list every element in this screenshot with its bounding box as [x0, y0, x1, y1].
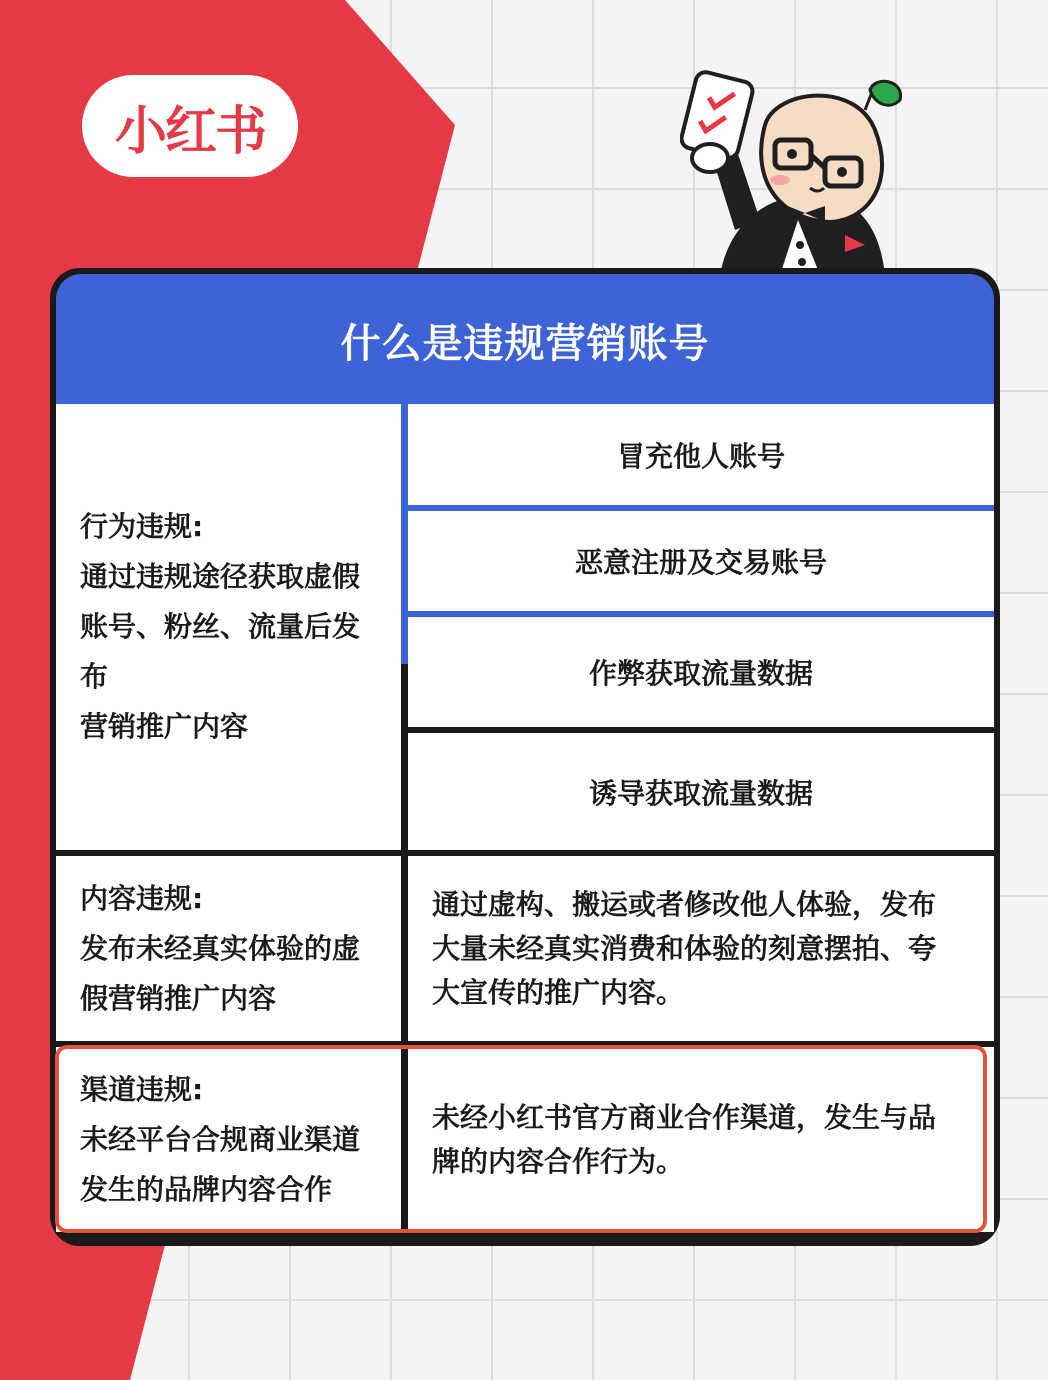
- content-violation-description-cell: [408, 856, 994, 1041]
- behavior-item-cheating-traffic: 作弊获取流量数据: [588, 657, 813, 690]
- behavior-item-malicious-registration: 恶意注册及交易账号: [574, 546, 827, 579]
- behavior-violation-label: 行为违规: 通过违规途径获取虚假 账号、粉丝、流量后发布 营销推广内容: [80, 510, 361, 743]
- behavior-item-cell: [408, 511, 994, 611]
- behavior-item-induced-traffic: 诱导获取流量数据: [588, 776, 813, 810]
- channel-violation-description: 未经小红书官方商业合作渠道，发生与品 牌的内容合作行为。: [432, 1100, 937, 1178]
- channel-violation-label: 渠道违规: 未经平台合规商业渠道 发生的品牌内容合作: [80, 1072, 361, 1206]
- behavior-item-impersonation: 冒充他人账号: [616, 439, 785, 473]
- content-violation-label: 内容违规: 发布未经真实体验的虚 假营销推广内容: [80, 881, 361, 1015]
- behavior-violation-label-cell: [56, 404, 401, 850]
- table-title: 什么是违规营销账号: [340, 320, 710, 367]
- content-violation-label-cell: [56, 856, 401, 1041]
- channel-violation-description-cell: [408, 1047, 994, 1232]
- mascot-with-checklist-icon: [680, 70, 920, 275]
- behavior-item-cell: [408, 404, 994, 505]
- violation-table-card: [50, 268, 1000, 1246]
- behavior-item-cell: [408, 733, 994, 850]
- content-violation-description: 通过虚构、搬运或者修改他人体验，发布 大量未经真实消费和体验的刻意摆拍、夸 大宣传的推广内容。: [432, 887, 937, 1009]
- xiaohongshu-logo: 小红书: [82, 75, 298, 177]
- behavior-item-cell: [408, 617, 994, 727]
- channel-violation-label-cell: [56, 1047, 401, 1232]
